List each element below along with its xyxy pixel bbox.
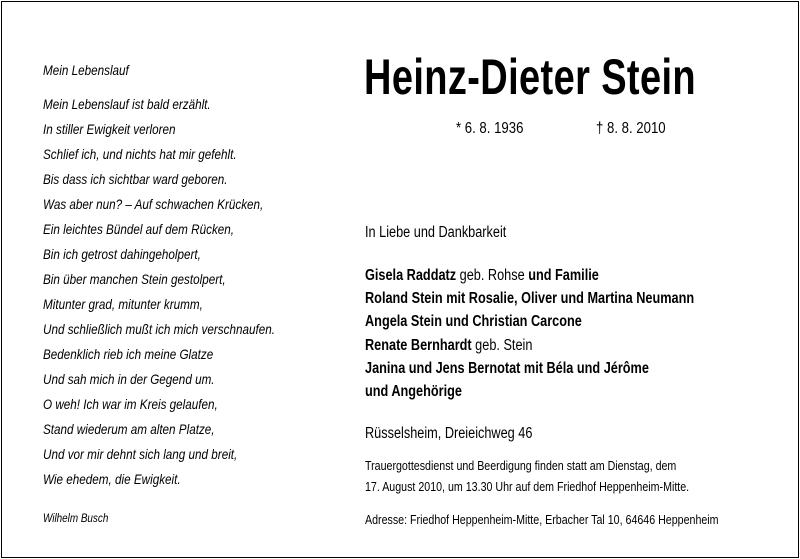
poem-line: Mitunter grad, mitunter krumm,	[43, 297, 203, 312]
life-dates	[456, 120, 686, 144]
death-date: † 8. 8. 2010	[596, 120, 666, 137]
poem-line: In stiller Ewigkeit verloren	[43, 122, 176, 137]
poem-line: Bedenklich rieb ich meine Glatze	[43, 347, 214, 362]
poem-line: Bin ich getrost dahingeholpert,	[43, 247, 201, 262]
dedication: In Liebe und Dankbarkeit	[365, 224, 507, 241]
service-line: 17. August 2010, um 13.30 Uhr auf dem Friedhof Heppenheim-Mitte.	[365, 479, 690, 494]
mourner-name: und Angehörige	[365, 382, 462, 400]
mourner-suffix: und Familie	[528, 267, 599, 284]
poem-line: Was aber nun? – Auf schwachen Krücken,	[43, 197, 264, 212]
poem-line: Und sah mich in der Gegend um.	[43, 372, 215, 387]
deceased-name: Heinz-Dieter Stein	[364, 49, 697, 105]
mourner-line	[365, 380, 694, 403]
poem-line: Ein leichtes Bündel auf dem Rücken,	[43, 222, 235, 237]
mourner-name: Renate Bernhardt	[365, 336, 472, 354]
mourner-line	[365, 264, 694, 287]
poem-line: Bis dass ich sichtbar ward geboren.	[43, 172, 228, 187]
mourner-name: Gisela Raddatz	[365, 267, 457, 284]
mourner-name: Angela Stein und Christian Carcone	[365, 313, 582, 331]
mourner-note: geb. Stein	[471, 336, 533, 354]
service-line: Trauergottesdienst und Beerdigung finden statt am Dienstag, dem	[365, 458, 677, 473]
mourner-line	[365, 287, 694, 310]
poem-line: Wie ehedem, die Ewigkeit.	[43, 472, 181, 487]
cemetery-address: Adresse: Friedhof Heppenheim-Mitte, Erbacher Tal 10, 64646 Heppenheim	[365, 512, 719, 527]
mourners-list	[365, 264, 694, 403]
mourner-name: Roland Stein mit Rosalie, Oliver und Martina Neumann	[365, 290, 695, 308]
residence: Rüsselsheim, Dreieichweg 46	[365, 425, 533, 442]
poem-title: Mein Lebenslauf	[43, 63, 129, 78]
mourner-note: geb. Rohse	[456, 267, 529, 284]
obituary-frame	[1, 1, 799, 558]
poem-line: Mein Lebenslauf ist bald erzählt.	[43, 97, 211, 112]
poem-line: Schlief ich, und nichts hat mir gefehlt.	[43, 147, 237, 162]
birth-date: * 6. 8. 1936	[456, 120, 524, 137]
poem-line: Und schließlich mußt ich mich verschnaufen.	[43, 322, 275, 337]
poem-line: Bin über manchen Stein gestolpert,	[43, 272, 226, 287]
mourner-line	[365, 334, 694, 357]
poem-author: Wilhelm Busch	[43, 513, 109, 525]
mourner-line	[365, 357, 694, 380]
poem-line: Stand wiederum am alten Platze,	[43, 422, 215, 437]
service-info	[365, 455, 791, 497]
poem-lines	[43, 92, 275, 492]
mourner-line	[365, 310, 694, 333]
mourner-name: Janina und Jens Bernotat mit Béla und Jérôme	[365, 359, 649, 377]
poem-line: O weh! Ich war im Kreis gelaufen,	[43, 397, 218, 412]
poem-line: Und vor mir dehnt sich lang und breit,	[43, 447, 238, 462]
